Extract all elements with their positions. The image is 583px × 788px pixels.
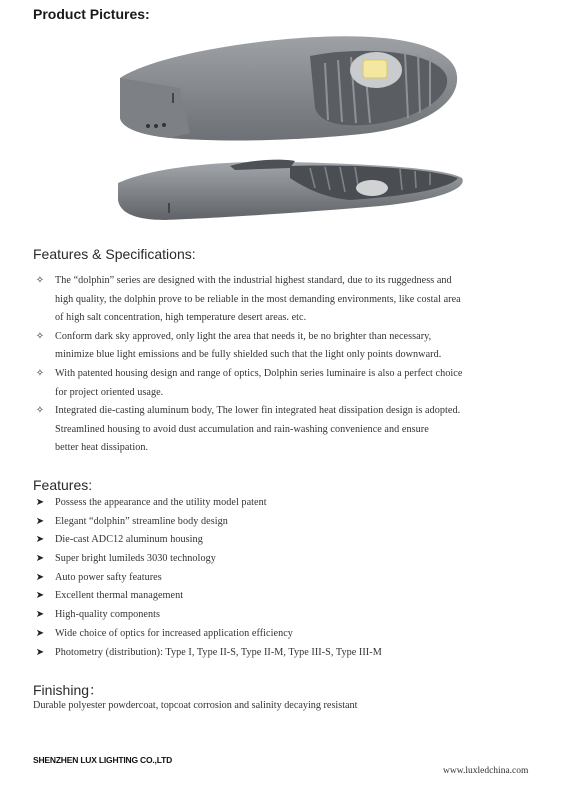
spec-line (33, 365, 462, 384)
feature-item (33, 644, 382, 663)
arrow-bullet-icon: ➤ (35, 590, 45, 602)
spec-line-text: minimize blue light emissions and be fully shielded such that the light only points downward. (55, 349, 442, 361)
spec-line-text: better heat dissipation. (55, 442, 149, 454)
spec-line (33, 291, 462, 310)
street-light-side-view (118, 160, 463, 220)
arrow-bullet-icon: ➤ (35, 646, 45, 658)
features-list (33, 494, 382, 662)
feature-item-text: Photometry (distribution): Type I, Type II-S, Type II-M, Type III-S, Type III-M (55, 646, 382, 658)
finishing-title: Finishing： (33, 682, 104, 698)
feature-item-text: Possess the appearance and the utility model patent (55, 497, 267, 508)
specifications-list (33, 272, 462, 458)
arrow-bullet-icon: ➤ (35, 515, 45, 527)
feature-item (33, 569, 382, 588)
arrow-bullet-icon: ➤ (35, 534, 45, 546)
feature-item (33, 513, 382, 532)
features-specifications-title: Features & Specifications: (33, 246, 196, 262)
finishing-text: Durable polyester powdercoat, topcoat corrosion and salinity decaying resistant (33, 700, 358, 711)
spec-line-text: The “dolphin” series are designed with the industrial highest standard, due to its ruggedness and (55, 275, 452, 286)
spec-line-text: of high salt concentration, high temperature desert areas. etc. (55, 312, 307, 324)
arrow-bullet-icon: ➤ (35, 571, 45, 583)
star-bullet-icon: ✧ (35, 405, 45, 417)
spec-line (33, 309, 462, 328)
feature-item-text: Wide choice of optics for increased application efficiency (55, 627, 293, 639)
company-name: SHENZHEN LUX LIGHTING CO.,LTD (33, 755, 173, 765)
spec-line (33, 384, 462, 403)
arrow-bullet-icon: ➤ (35, 497, 45, 508)
arrow-bullet-icon: ➤ (35, 553, 45, 565)
arrow-bullet-icon: ➤ (35, 627, 45, 639)
feature-item (33, 587, 382, 606)
feature-item (33, 606, 382, 625)
website-url[interactable]: www.luxledchina.com (443, 766, 529, 776)
spec-line-text: Integrated die-casting aluminum body, The lower fin integrated heat dissipation design is adopted. (55, 405, 461, 417)
spec-line (33, 328, 462, 347)
star-bullet-icon: ✧ (35, 367, 45, 379)
feature-item (33, 494, 382, 513)
product-pictures-title: Product Pictures: (33, 6, 150, 22)
feature-item (33, 550, 382, 569)
product-images (110, 28, 470, 233)
feature-item-text: Elegant “dolphin” streamline body design (55, 515, 228, 527)
spec-line (33, 421, 462, 440)
star-bullet-icon: ✧ (35, 275, 45, 286)
spec-line-text: Streamlined housing to avoid dust accumulation and rain-washing convenience and ensure (55, 423, 429, 435)
feature-item-text: Die-cast ADC12 aluminum housing (55, 534, 203, 546)
feature-item-text: High-quality components (55, 609, 160, 621)
spec-line-text: With patented housing design and range of optics, Dolphin series luminaire is also a perfect choice (55, 367, 463, 379)
spec-line (33, 439, 462, 458)
star-bullet-icon: ✧ (35, 330, 45, 342)
spec-line (33, 402, 462, 421)
arrow-bullet-icon: ➤ (35, 609, 45, 621)
feature-item-text: Auto power safty features (55, 571, 162, 583)
spec-line (33, 272, 462, 291)
feature-item (33, 625, 382, 644)
street-light-top-view (120, 36, 457, 140)
feature-item-text: Super bright lumileds 3030 technology (55, 553, 216, 565)
features-title: Features: (33, 477, 93, 493)
spec-line-text: high quality, the dolphin prove to be reliable in the most demanding environments, like costal area (55, 293, 461, 305)
feature-item (33, 531, 382, 550)
spec-line-text: Conform dark sky approved, only light the area that needs it, be no brighter than necessary, (55, 330, 432, 342)
feature-item-text: Excellent thermal management (55, 590, 184, 602)
spec-line-text: for project oriented usage. (55, 386, 164, 398)
spec-line (33, 346, 462, 365)
